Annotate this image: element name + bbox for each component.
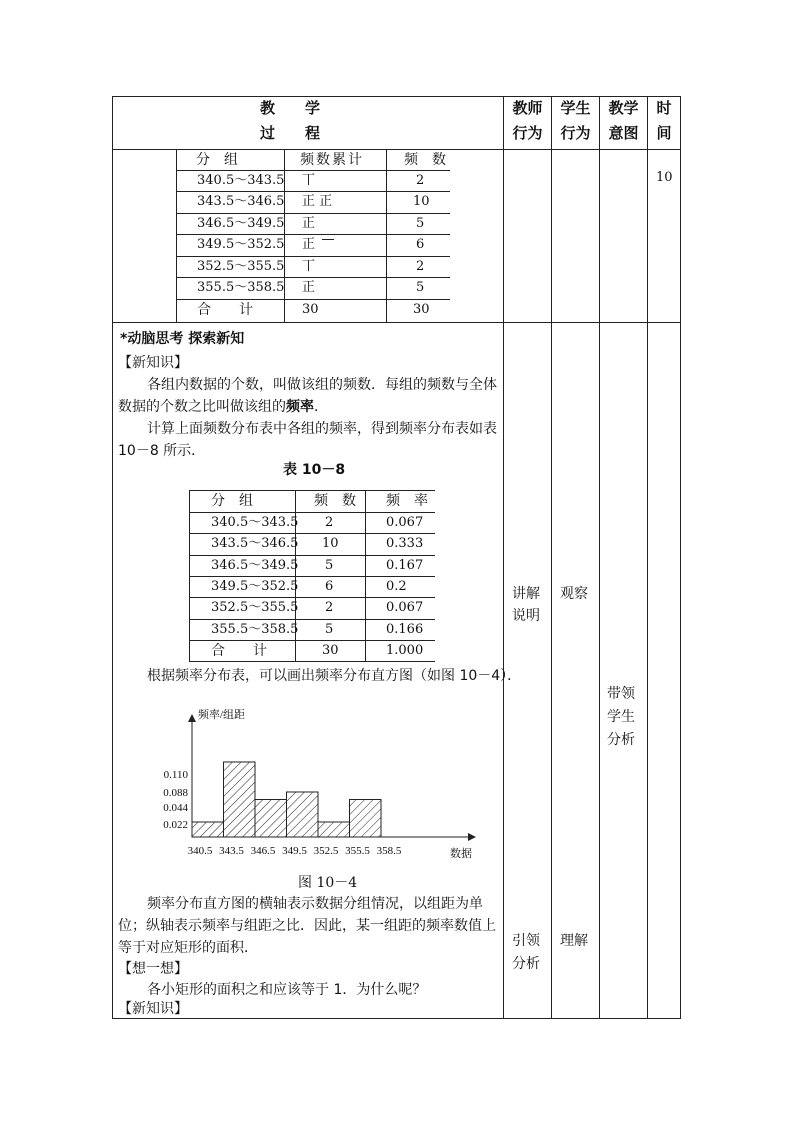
para4-line3: 等于对应矩形的面积． <box>118 940 258 956</box>
y-axis-label: 频率/组距 <box>198 709 246 721</box>
t1-r0-tally: 丅 <box>302 173 316 188</box>
t2-r0-group: 340.5～343.5 <box>211 515 299 530</box>
figure-caption: 图 10－4 <box>298 875 358 891</box>
t2-r3-group: 349.5～352.5 <box>211 579 299 594</box>
header-teacher-l2: 行为 <box>512 124 543 142</box>
t1-r3-tally: 正 <box>302 237 316 252</box>
t2-r0-freq: 2 <box>325 515 334 530</box>
teacher-action-1-l2: 说明 <box>512 608 540 624</box>
t2-header-rate: 频 率 <box>386 493 428 509</box>
new-knowledge-label: 【新知识】 <box>118 355 188 371</box>
header-teacher-l1: 教师 <box>512 99 543 117</box>
para5: 各小矩形的面积之和应该等于 1．为什么呢？ <box>147 982 427 998</box>
para1-line2-text: 数据的个数之比叫做该组的 <box>118 399 286 415</box>
t2-r4-freq: 2 <box>325 600 334 615</box>
y-axis-arrow-icon <box>188 714 196 722</box>
y-tick-label: 0.022 <box>163 819 188 831</box>
student-action-2: 理解 <box>560 933 588 949</box>
t1-r5-tally: 正 <box>302 280 316 295</box>
y-tick-label: 0.044 <box>163 802 188 814</box>
header-intent-l2: 意图 <box>608 124 639 142</box>
x-axis-arrow-icon <box>468 833 476 841</box>
x-tick-label: 340.5 <box>187 845 213 857</box>
teacher-action-2-l1: 引领 <box>512 933 540 949</box>
y-tick-label: 0.088 <box>163 787 188 799</box>
histogram-bar <box>287 792 319 837</box>
t2-r1-group: 343.5～346.5 <box>211 536 299 551</box>
para2-line2: 10－8 所示． <box>118 443 206 459</box>
header-time-l1: 时 <box>656 99 672 117</box>
t1-r2-group: 346.5～349.5 <box>197 216 285 231</box>
t2-r4-group: 352.5～355.5 <box>211 600 299 615</box>
t1-r4-group: 352.5～355.5 <box>197 259 285 274</box>
t1-r3-group: 349.5～352.5 <box>197 237 285 252</box>
teacher-action-1-l1: 讲解 <box>512 586 540 602</box>
t2-total-freq: 30 <box>322 643 339 658</box>
header-student-l2: 行为 <box>560 124 591 142</box>
x-tick-label: 358.5 <box>376 845 402 857</box>
t1-header-tally: 频数累计 <box>300 152 364 168</box>
x-axis-label: 数据 <box>450 848 472 860</box>
histogram-bar <box>350 799 382 837</box>
t1-r2-freq: 5 <box>416 216 425 231</box>
t1-r5-freq: 5 <box>416 280 425 295</box>
t1-r3-tally-extra-stroke <box>322 239 334 240</box>
student-action-1: 观察 <box>560 586 588 602</box>
t1-total-tally: 30 <box>302 302 319 317</box>
teacher-action-2-l2: 分析 <box>512 956 540 972</box>
t2-r1-rate: 0.333 <box>386 536 424 551</box>
t1-r2-tally: 正 <box>302 216 316 231</box>
t2-header-freq: 频 数 <box>314 493 356 509</box>
t1-header-freq: 频 数 <box>404 152 446 168</box>
header-process-line2: 过 程 <box>259 124 320 142</box>
t2-total-label: 合 计 <box>211 643 267 659</box>
histogram-bar <box>224 762 256 837</box>
t2-r2-group: 346.5～349.5 <box>211 558 299 573</box>
section-title: *动脑思考 探索新知 <box>120 331 245 347</box>
frequency-term: 频率 <box>286 399 314 415</box>
x-tick-label: 349.5 <box>282 845 307 857</box>
para1-line1: 各组内数据的个数，叫做该组的频数．每组的频数与全体 <box>147 377 497 393</box>
t1-r1-tally: 正 正 <box>302 194 333 209</box>
t2-r3-rate: 0.2 <box>386 579 407 594</box>
header-process-line1: 教 学 <box>259 99 320 117</box>
t1-total-freq: 30 <box>413 302 430 317</box>
t2-total-rate: 1.000 <box>386 643 424 658</box>
header-time-l2: 间 <box>656 124 672 142</box>
t1-r4-freq: 2 <box>416 259 425 274</box>
new-knowledge-label-2: 【新知识】 <box>118 1001 188 1017</box>
x-tick-label: 352.5 <box>313 845 339 857</box>
x-tick-label: 343.5 <box>219 845 244 857</box>
t2-r2-freq: 5 <box>325 558 334 573</box>
x-tick-label: 346.5 <box>250 845 276 857</box>
intent-l2: 学生 <box>607 709 635 725</box>
x-tick-label: 355.5 <box>345 845 370 857</box>
t1-r0-group: 340.5～343.5 <box>197 173 285 188</box>
t2-r0-rate: 0.067 <box>386 515 424 530</box>
t2-r5-rate: 0.166 <box>386 622 424 637</box>
para4-line2: 位；纵轴表示频率与组距之比．因此，某一组距的频率数值上 <box>118 918 496 934</box>
histogram-bar <box>255 799 287 837</box>
t2-r2-rate: 0.167 <box>386 558 424 573</box>
histogram-bar <box>192 822 224 837</box>
intent-l3: 分析 <box>607 732 635 748</box>
frequency-histogram <box>150 700 490 870</box>
para1-line2 <box>118 396 328 418</box>
t2-r5-group: 355.5～358.5 <box>211 622 299 637</box>
header-intent-l1: 教学 <box>608 99 639 117</box>
t2-r4-rate: 0.067 <box>386 600 424 615</box>
histogram-bar <box>318 822 350 837</box>
y-tick-label: 0.110 <box>163 769 188 781</box>
para1-line2-end: ． <box>314 399 328 415</box>
t1-header-group: 分 组 <box>196 152 238 168</box>
t2-r5-freq: 5 <box>325 622 334 637</box>
para4-line1: 频率分布直方图的横轴表示数据分组情况，以组距为单 <box>147 896 483 912</box>
t1-total-label: 合 计 <box>197 302 253 318</box>
t1-r1-freq: 10 <box>413 194 430 209</box>
t2-r1-freq: 10 <box>322 536 339 551</box>
think-label: 【想一想】 <box>118 961 188 977</box>
t2-r3-freq: 6 <box>325 579 334 594</box>
header-student-l1: 学生 <box>560 99 591 117</box>
t1-r1-group: 343.5～346.5 <box>197 194 285 209</box>
table2-caption: 表 10－8 <box>283 462 346 478</box>
t1-r4-tally: 丅 <box>302 259 316 274</box>
para3: 根据频率分布表，可以画出频率分布直方图（如图 10－4）． <box>147 668 522 684</box>
time-value: 10 <box>656 170 673 185</box>
t1-r0-freq: 2 <box>416 173 425 188</box>
t1-r3-freq: 6 <box>416 237 425 252</box>
t2-header-group: 分 组 <box>211 493 253 509</box>
para2-line1: 计算上面频数分布表中各组的频率，得到频率分布表如表 <box>147 421 497 437</box>
intent-l1: 带领 <box>607 686 635 702</box>
t1-r5-group: 355.5～358.5 <box>197 280 285 295</box>
